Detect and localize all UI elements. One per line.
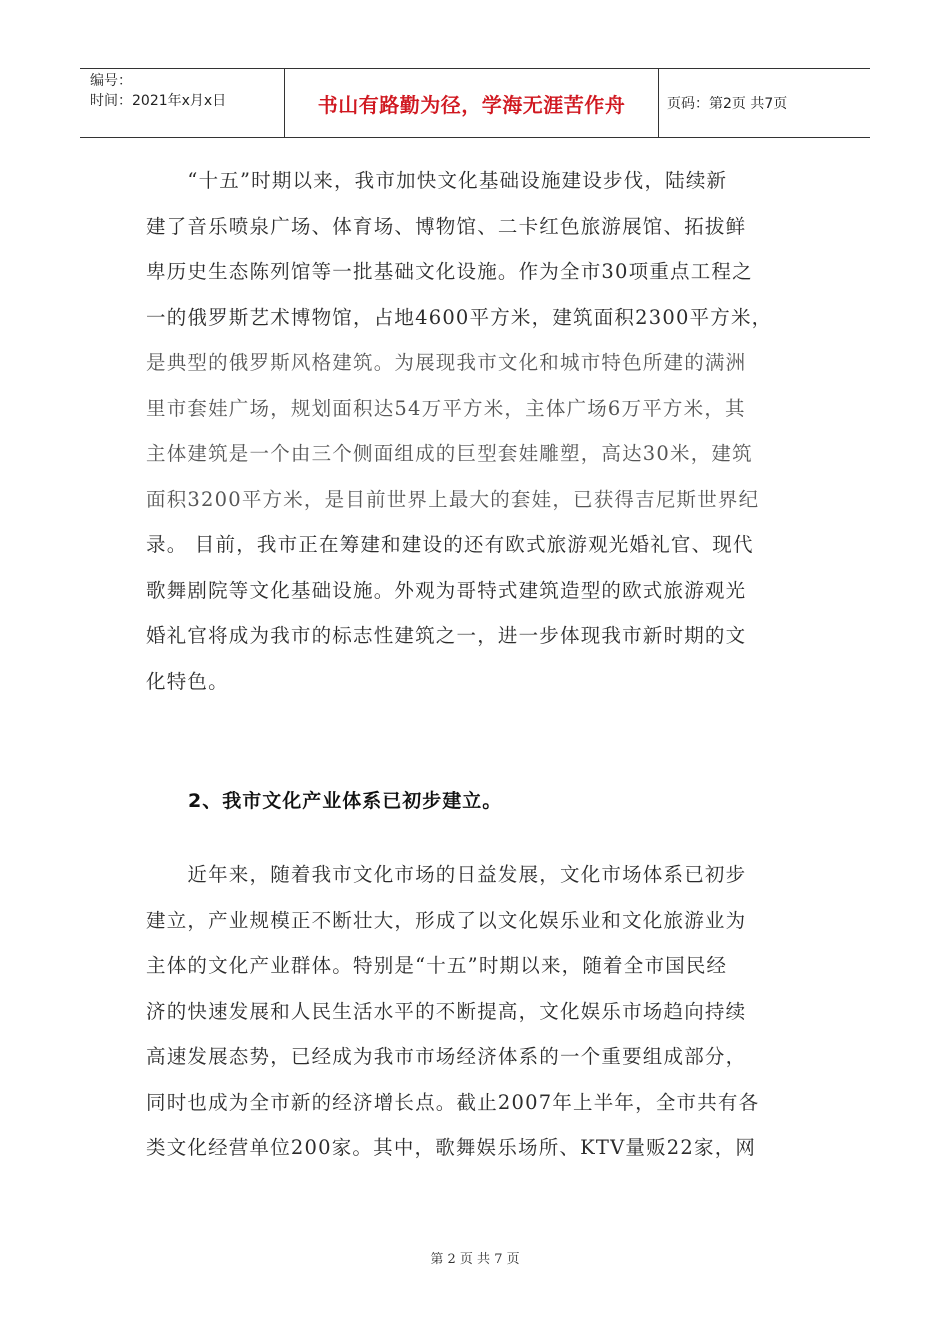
paragraph-line: 主体的文化产业群体。特别是“十五”时期以来，随着全市国民经 [146,954,728,977]
paragraph-2 [146,852,806,1171]
paragraph-line: 主体建筑是一个由三个侧面组成的巨型套娃雕塑，高达30米，建筑 [146,442,753,465]
paragraph-line: 录。 目前，我市正在筹建和建设的还有欧式旅游观光婚礼官、现代 [146,533,754,556]
paragraph-line: 类文化经营单位200家。其中，歌舞娱乐场所、KTV量贩22家，网 [146,1136,757,1159]
paragraph-line: 是典型的俄罗斯风格建筑。为展现我市文化和城市特色所建的满洲 [146,351,747,374]
paragraph-line: 面积3200平方米，是目前世界上最大的套娃，已获得吉尼斯世界纪 [146,487,760,511]
paragraph-line: 建立，产业规模正不断壮大，形成了以文化娱乐业和文化旅游业为 [146,908,747,932]
paragraph-line: 婚礼官将成为我市的标志性建筑之一，进一步体现我市新时期的文 [146,624,747,647]
paragraph-line: 济的快速发展和人民生活水平的不断提高，文化娱乐市场趋向持续 [146,999,747,1023]
paragraph-line: 一的俄罗斯艺术博物馆，占地4600平方米，建筑面积2300平方米， [146,305,773,329]
header-page-info: 页码：第2页 共7页 [667,96,788,112]
paragraph-line: 近年来，随着我市文化市场的日益发展，文化市场体系已初步 [146,863,747,886]
page-footer: 第 2 页 共 7 页 [430,1252,520,1267]
paragraph-line: “十五”时期以来，我市加快文化基础设施建设步伐，陆续新 [146,169,728,192]
header-meta [80,69,284,137]
paragraph-line: 化特色。 [146,669,229,693]
section-heading: 2、我市文化产业体系已初步建立。 [188,790,503,812]
paragraph-line: 歌舞剧院等文化基础设施。外观为哥特式建筑造型的欧式旅游观光 [146,578,747,602]
paragraph-line: 高速发展态势，已经成为我市市场经济体系的一个重要组成部分， [146,1045,747,1068]
time-label: 时间：2021年x月x日 [90,93,227,109]
paragraph-line: 里市套娃广场，规划面积达54万平方米，主体广场6万平方米，其 [146,396,746,420]
paragraph-1 [146,158,806,704]
paragraph-line: 同时也成为全市新的经济增长点。截止2007年上半年，全市共有各 [146,1090,760,1114]
paragraph-line: 卑历史生态陈列馆等一批基础文化设施。作为全市30项重点工程之 [146,260,753,283]
number-label: 编号： [90,73,132,89]
header-motto: 书山有路勤为径，学海无涯苦作舟 [284,69,659,137]
paragraph-line: 建了音乐喷泉广场、体育场、博物馆、二卡红色旅游展馆、拓拔鲜 [146,214,747,238]
page-header [80,68,870,138]
